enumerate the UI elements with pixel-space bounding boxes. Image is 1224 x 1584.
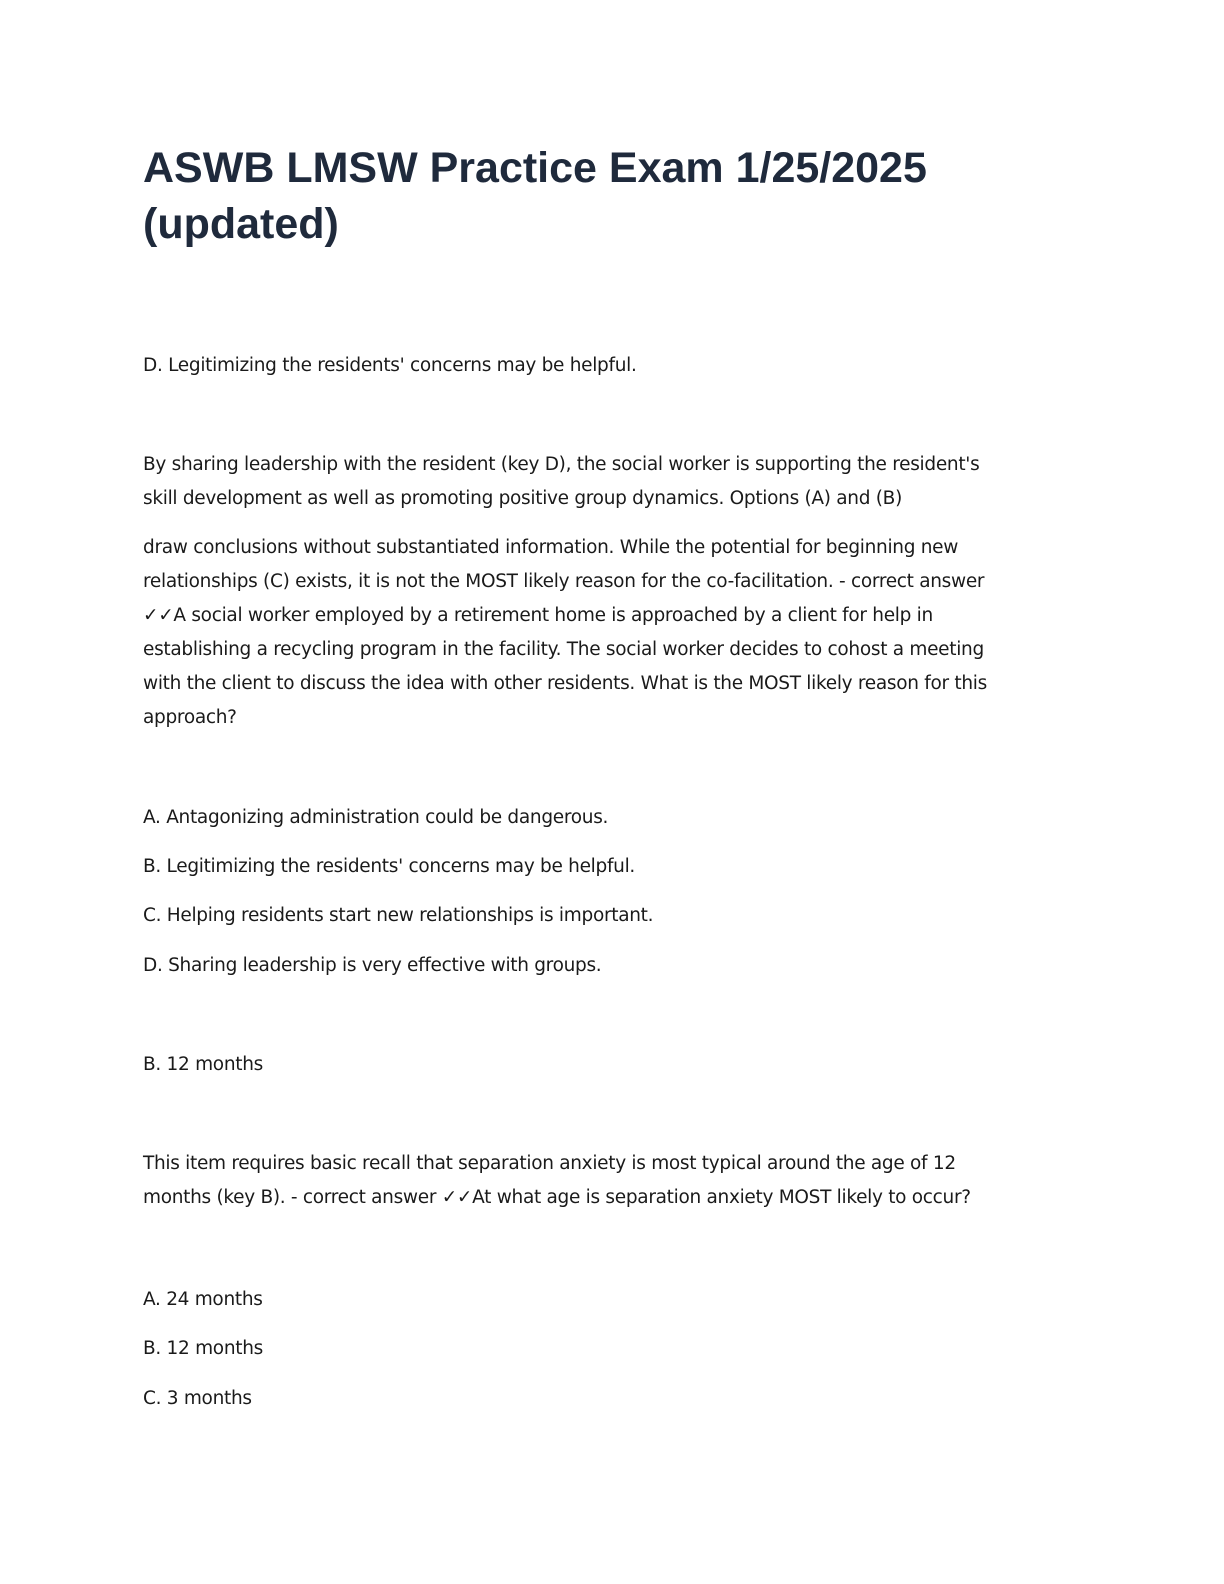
text-line: establishing a recycling program in the facility. The social worker decides to cohost a meeting [143,639,984,660]
option-text: B. 12 months [143,1338,263,1359]
question2-option-b [143,1332,1063,1366]
text-line: with the client to discuss the idea with other residents. What is the MOST likely reason for this [143,673,987,694]
option-text: B. Legitimizing the residents' concerns may be helpful. [143,856,635,877]
option-text: C. 3 months [143,1388,252,1409]
option-text: D. Sharing leadership is very effective with groups. [143,955,602,976]
rationale-paragraph-1 [143,448,1063,516]
question1-option-c [143,899,1063,933]
option-text: C. Helping residents start new relationships is important. [143,905,654,926]
text-line: relationships (C) exists, it is not the MOST likely reason for the co-facilitation. - correct answer [143,571,985,592]
title-line-2: (updated) [143,200,339,248]
text-line: draw conclusions without substantiated information. While the potential for beginning new [143,537,959,558]
question1-option-b [143,850,1063,884]
text-line: This item requires basic recall that separation anxiety is most typical around the age of 12 [143,1153,956,1174]
question1-option-a [143,801,1063,835]
title-line-1: ASWB LMSW Practice Exam 1/25/2025 [143,144,927,192]
question1-option-d [143,949,1063,983]
rationale-paragraph-1b [143,531,1063,735]
text-line: D. Legitimizing the residents' concerns may be helpful. [143,355,637,376]
text-line: ✓✓A social worker employed by a retirement home is approached by a client for help in [143,605,933,626]
answer-paragraph-1 [143,349,1063,383]
answer-paragraph-2 [143,1048,1063,1082]
option-text: A. 24 months [143,1289,263,1310]
text-line: skill development as well as promoting positive group dynamics. Options (A) and (B) [143,488,902,509]
rationale-paragraph-2 [143,1147,1063,1215]
text-line: approach? [143,707,237,728]
page-title [143,140,1103,252]
text-line: months (key B). - correct answer ✓✓At what age is separation anxiety MOST likely to occur? [143,1187,971,1208]
option-text: A. Antagonizing administration could be dangerous. [143,807,609,828]
question2-option-a [143,1283,1063,1317]
text-line: By sharing leadership with the resident (key D), the social worker is supporting the resident's [143,454,980,475]
text-line: B. 12 months [143,1054,263,1075]
question2-option-c [143,1382,1063,1416]
